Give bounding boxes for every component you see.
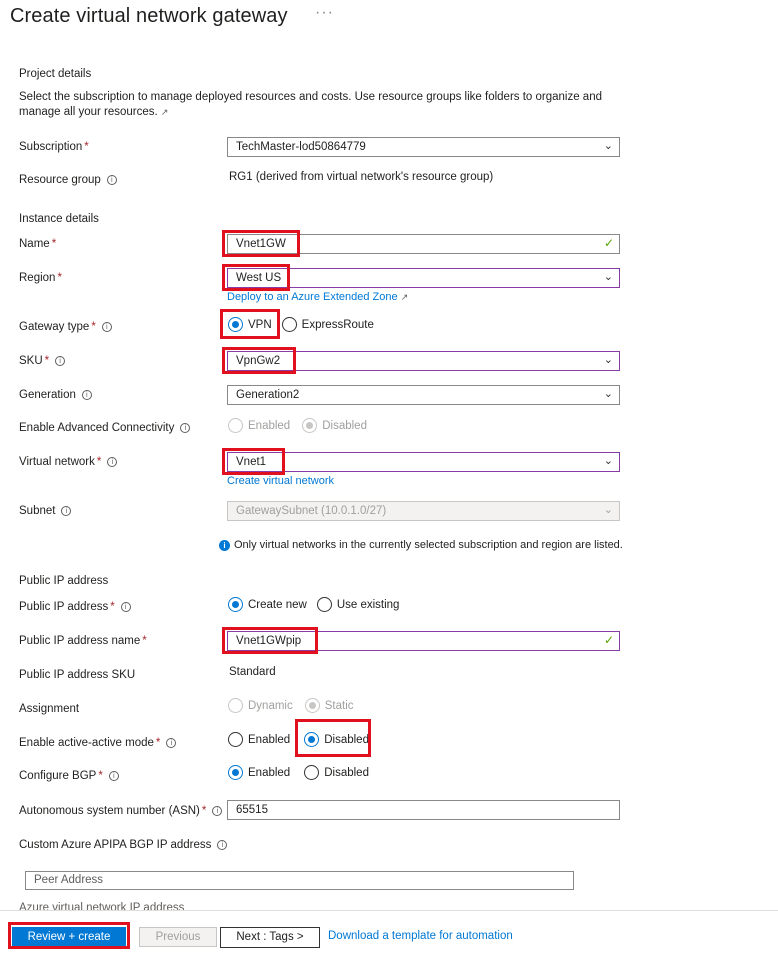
public-ip-name-label: Public IP address name *: [19, 635, 147, 647]
public-ip-sku-value: Standard: [229, 666, 276, 678]
apipa-label: Custom Azure APIPA BGP IP address i: [19, 839, 227, 851]
region-label: Region *: [19, 272, 62, 284]
info-icon[interactable]: i: [107, 175, 117, 185]
public-ip-radio-group: [228, 597, 411, 612]
page-title: Create virtual network gateway: [10, 5, 288, 27]
region-dropdown[interactable]: West US ⌄: [227, 268, 620, 288]
asn-label: Autonomous system number (ASN) * i: [19, 805, 222, 817]
next-tags-button[interactable]: Next : Tags >: [220, 927, 320, 948]
checkmark-icon: ✓: [603, 633, 614, 647]
radio-expressroute[interactable]: [282, 317, 297, 332]
peer-address-input[interactable]: Peer Address: [25, 871, 574, 890]
info-icon[interactable]: i: [121, 602, 131, 612]
extended-zone-link[interactable]: Deploy to an Azure Extended Zone ↗: [227, 291, 409, 303]
review-create-button[interactable]: Review + create: [12, 927, 126, 947]
assignment-label: Assignment: [19, 703, 80, 715]
radio-bgp-disabled[interactable]: [304, 765, 319, 780]
radio-advanced-enabled-label: Enabled: [248, 419, 291, 432]
active-active-radio-group: [228, 732, 381, 747]
generation-dropdown[interactable]: Generation2 ⌄: [227, 385, 620, 405]
advanced-connectivity-radio-group: [228, 418, 379, 433]
radio-vpn[interactable]: [228, 317, 243, 332]
radio-active-enabled-label: Enabled: [248, 733, 291, 746]
subscription-dropdown[interactable]: TechMaster-lod50864779 ⌄: [227, 137, 620, 157]
chevron-down-icon: ⌄: [603, 387, 613, 400]
chevron-down-icon: ⌄: [603, 270, 613, 283]
info-icon[interactable]: i: [217, 840, 227, 850]
virtual-network-label: Virtual network * i: [19, 456, 117, 468]
chevron-down-icon: ⌄: [603, 353, 613, 366]
info-icon[interactable]: i: [180, 423, 190, 433]
sku-dropdown[interactable]: VpnGw2 ⌄: [227, 351, 620, 371]
radio-advanced-enabled[interactable]: [228, 418, 243, 433]
subnet-dropdown: GatewaySubnet (10.0.1.0/27) ⌄: [227, 501, 620, 521]
configure-bgp-radio-group: [228, 765, 381, 780]
project-details-description: Select the subscription to manage deployed resources and costs. Use resource groups like folders to organize and manage all your resources. ↗: [19, 91, 602, 118]
asn-input[interactable]: 65515: [227, 800, 620, 820]
info-icon[interactable]: i: [55, 356, 65, 366]
instance-details-heading: Instance details: [19, 213, 99, 225]
radio-use-existing[interactable]: [317, 597, 332, 612]
radio-bgp-disabled-label: Disabled: [324, 766, 369, 779]
checkmark-icon: ✓: [603, 236, 614, 250]
public-ip-name-input[interactable]: Vnet1GWpip ✓: [227, 631, 620, 651]
radio-active-disabled[interactable]: [304, 732, 319, 747]
radio-advanced-disabled-label: Disabled: [322, 419, 367, 432]
external-link-icon[interactable]: ↗: [160, 107, 169, 117]
partially-hidden-label: Azure virtual network IP address: [19, 902, 185, 910]
resource-group-label: Resource group i: [19, 174, 117, 186]
footer-bar: [0, 910, 778, 959]
name-input[interactable]: Vnet1GW ✓: [227, 234, 620, 254]
configure-bgp-label: Configure BGP * i: [19, 770, 119, 782]
radio-vpn-label: VPN: [248, 318, 272, 331]
radio-dynamic-label: Dynamic: [248, 699, 293, 712]
radio-active-disabled-label: Disabled: [324, 733, 369, 746]
radio-bgp-enabled[interactable]: [228, 765, 243, 780]
virtual-network-dropdown[interactable]: Vnet1 ⌄: [227, 452, 620, 472]
radio-create-new[interactable]: [228, 597, 243, 612]
gateway-type-label: Gateway type * i: [19, 321, 112, 333]
info-icon[interactable]: i: [107, 457, 117, 467]
create-virtual-network-link[interactable]: Create virtual network: [227, 475, 334, 487]
radio-advanced-disabled[interactable]: [302, 418, 317, 433]
gateway-type-radio-group: [228, 317, 386, 332]
radio-use-existing-label: Use existing: [336, 598, 400, 611]
external-link-icon: ↗: [400, 292, 409, 302]
chevron-down-icon: ⌄: [603, 139, 613, 152]
info-icon[interactable]: i: [61, 506, 71, 516]
subnet-label: Subnet i: [19, 505, 71, 517]
info-icon[interactable]: i: [212, 806, 222, 816]
more-options-icon[interactable]: ···: [315, 4, 334, 21]
resource-group-value: RG1 (derived from virtual network's resource group): [229, 171, 494, 183]
public-ip-label: Public IP address * i: [19, 601, 131, 613]
name-label: Name *: [19, 238, 57, 250]
radio-expressroute-label: ExpressRoute: [301, 318, 374, 331]
advanced-connectivity-label: Enable Advanced Connectivity i: [19, 422, 190, 434]
info-icon[interactable]: i: [102, 322, 112, 332]
previous-button: Previous: [139, 927, 217, 947]
radio-dynamic[interactable]: [228, 698, 243, 713]
assignment-radio-group: [228, 698, 366, 713]
chevron-down-icon: ⌄: [603, 454, 613, 467]
radio-active-enabled[interactable]: [228, 732, 243, 747]
subscription-label: Subscription *: [19, 141, 89, 153]
generation-label: Generation i: [19, 389, 92, 401]
radio-create-new-label: Create new: [248, 598, 307, 611]
info-filled-icon: i: [219, 540, 230, 551]
vnet-note: i Only virtual networks in the currently selected subscription and region are listed.: [219, 539, 623, 551]
public-ip-sku-label: Public IP address SKU: [19, 669, 136, 681]
sku-label: SKU * i: [19, 355, 65, 367]
info-icon[interactable]: i: [82, 390, 92, 400]
radio-static[interactable]: [305, 698, 320, 713]
info-icon[interactable]: i: [166, 738, 176, 748]
info-icon[interactable]: i: [109, 771, 119, 781]
radio-static-label: Static: [324, 699, 354, 712]
active-active-label: Enable active-active mode * i: [19, 737, 176, 749]
chevron-down-icon: ⌄: [603, 503, 613, 516]
download-template-link[interactable]: Download a template for automation: [328, 930, 513, 942]
project-details-heading: Project details: [19, 68, 92, 80]
public-ip-heading: Public IP address: [19, 575, 109, 587]
radio-bgp-enabled-label: Enabled: [248, 766, 291, 779]
